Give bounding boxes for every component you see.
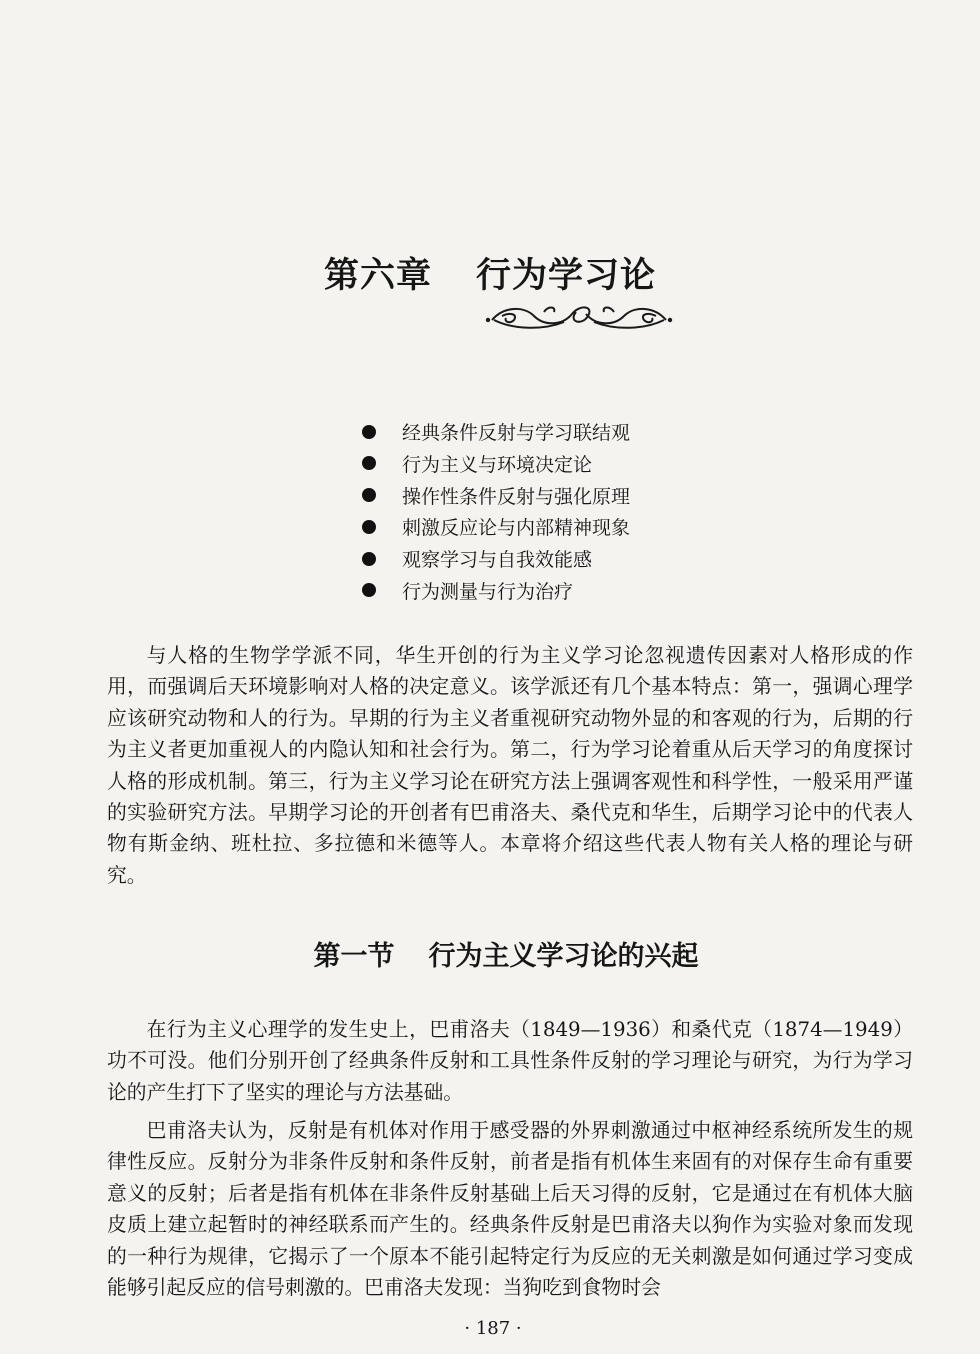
body-paragraph: 在行为主义心理学的发生史上，巴甫洛夫（1849—1936）和桑代克（1874—1949）功不可没。他们分别开创了经典条件反射和工具性条件反射的学习理论与研究，为行为学习论的产生打下了坚实的理论与方法基础。 xyxy=(107,1018,913,1104)
section-name: 行为主义学习论的兴起 xyxy=(428,941,699,972)
body-paragraph: 巴甫洛夫认为，反射是有机体对作用于感受器的外界刺激通过中枢神经系统所发生的规律性反应。反射分为非条件反射和条件反射，前者是指有机体生来固有的对保存生命有重要意义的反射；后者是指有机体在非条件反射基础上后天习得的反射，它是通过在有机体大脑皮质上建立起暂时的神经联系而产生的。经典条件反射是巴甫洛夫以狗作为实验对象而发现的一种行为规律，它揭示了一个原本不能引起特定行为反应的无关刺激是如何通过学习变成能够引起反应的信号刺激的。巴甫洛夫发现：当狗吃到食物时会 xyxy=(107,1119,913,1300)
chapter-number: 第六章 xyxy=(323,256,432,296)
chapter-title xyxy=(0,248,980,298)
bullet-icon xyxy=(362,552,376,566)
ornament-flourish-icon xyxy=(484,300,674,334)
page-number: · 187 · xyxy=(464,1318,522,1339)
outline-item: 行为主义与环境决定论 xyxy=(362,450,630,482)
section-number: 第一节 xyxy=(313,941,395,972)
outline-item: 刺激反应论与内部精神现象 xyxy=(362,513,630,545)
section-heading xyxy=(0,934,980,973)
outline-item: 经典条件反射与学习联结观 xyxy=(362,418,630,450)
intro-paragraph: 与人格的生物学学派不同，华生开创的行为主义学习论忽视遗传因素对人格形成的作用，而强调后天环境影响对人格的决定意义。该学派还有几个基本特点：第一，强调心理学应该研究动物和人的行为。早期的行为主义者重视研究动物外显的和客观的行为，后期的行为主义者更加重视人的内隐认知和社会行为。第二，行为学习论着重从后天学习的角度探讨人格的形成机制。第三，行为主义学习论在研究方法上强调客观性和科学性，一般采用严谨的实验研究方法。早期学习论的开创者有巴甫洛夫、桑代克和华生，后期学习论中的代表人物有斯金纳、班杜拉、多拉德和米德等人。本章将介绍这些代表人物有关人格的理论与研究。 xyxy=(107,644,913,887)
chapter-name: 行为学习论 xyxy=(476,256,657,296)
bullet-icon xyxy=(362,583,376,597)
bullet-icon xyxy=(362,425,376,439)
outline-item: 观察学习与自我效能感 xyxy=(362,545,630,577)
bullet-icon xyxy=(362,520,376,534)
bullet-icon xyxy=(362,456,376,470)
bullet-icon xyxy=(362,488,376,502)
chapter-outline xyxy=(362,418,630,609)
outline-item: 行为测量与行为治疗 xyxy=(362,577,630,609)
outline-item: 操作性条件反射与强化原理 xyxy=(362,482,630,514)
